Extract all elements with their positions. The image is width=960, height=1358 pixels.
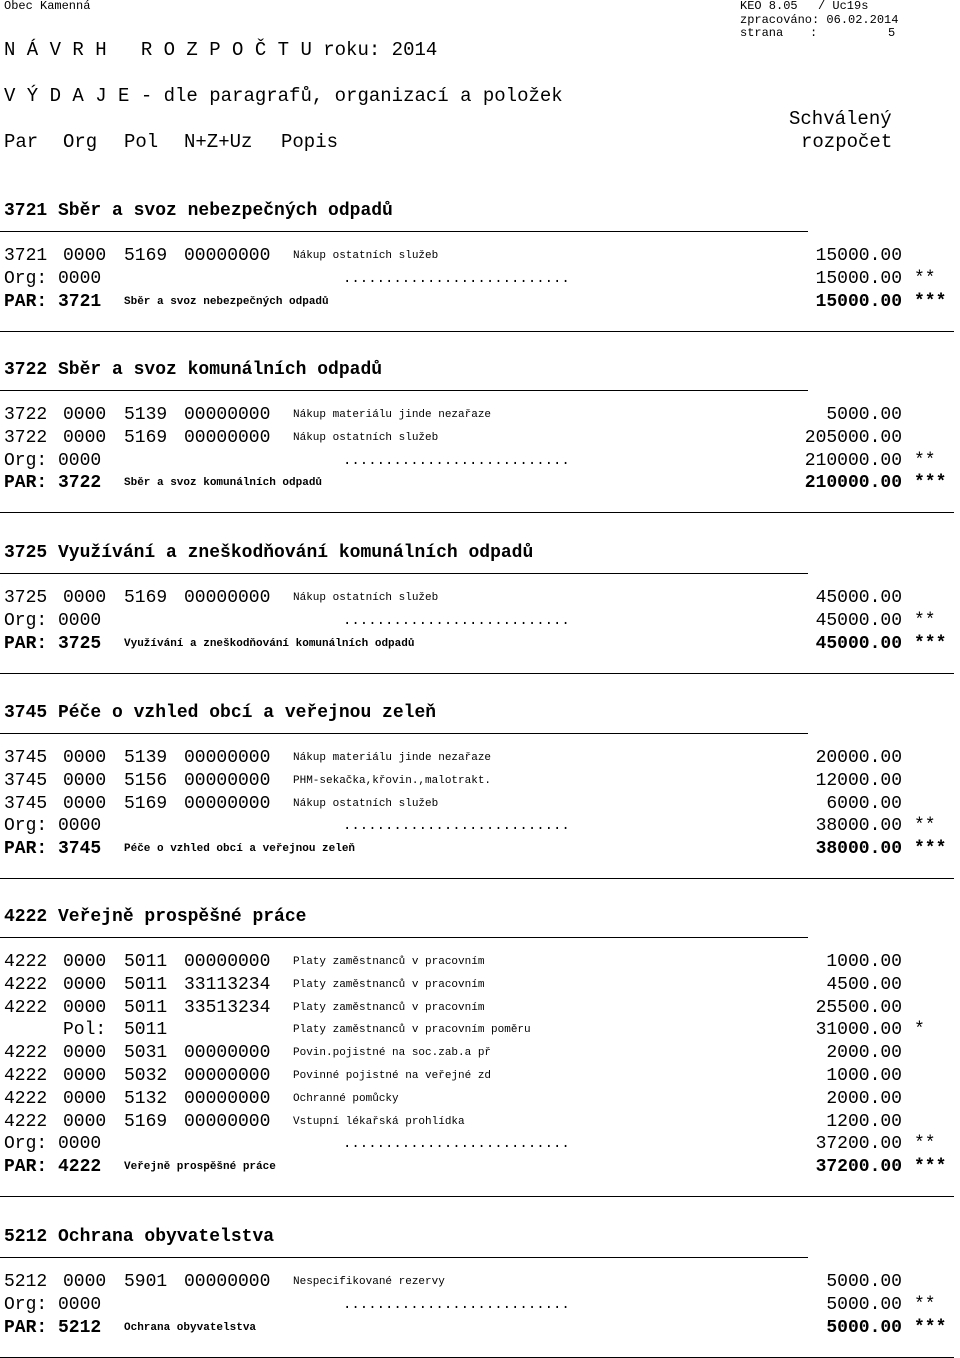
cell-par: 3745 [4, 748, 48, 768]
cell-nzuz: 00000000 [184, 770, 271, 791]
page-number: 5 [888, 26, 896, 40]
municipality-name: Obec Kamenná [4, 0, 91, 13]
par-total-stars: *** [914, 1157, 947, 1178]
column-org: Org [63, 131, 98, 153]
cell-description: Platy zaměstnanců v pracovním [293, 956, 485, 968]
program-version: KEO 8.05 [740, 0, 798, 13]
report-title: N Á V R H R O Z P O Č T U roku: 2014 [4, 39, 438, 61]
cell-org: 0000 [63, 952, 107, 972]
cell-par: 3721 [4, 246, 48, 266]
cell-org: 0000 [63, 793, 107, 814]
cell-amount: 4500.00 [826, 974, 902, 995]
par-total-description: Péče o vzhled obcí a veřejnou zeleň [124, 843, 356, 856]
org-total-row [0, 815, 960, 837]
org-total-row [0, 610, 960, 632]
org-total-label: Org: 0000 [4, 450, 102, 471]
cell-pol: 5139 [124, 405, 168, 425]
cell-nzuz: 00000000 [184, 246, 271, 266]
par-total-row [0, 291, 960, 313]
cell-pol: 5169 [124, 588, 168, 608]
table-row [0, 1271, 960, 1293]
cell-nzuz: 00000000 [184, 427, 271, 448]
cell-org: 0000 [63, 1088, 107, 1109]
cell-description: Nákup ostatních služeb [293, 592, 439, 604]
cell-amount: 20000.00 [815, 748, 902, 768]
table-row [0, 1019, 960, 1041]
cell-par: 3725 [4, 588, 48, 608]
cell-org: 0000 [63, 427, 107, 448]
par-total-row [0, 1317, 960, 1339]
par-total-amount: 38000.00 [815, 839, 902, 860]
section-underline [0, 937, 808, 938]
section-title: 3725 Využívání a zneškodňování komunálních odpadů [4, 543, 534, 563]
cell-par: 3745 [4, 770, 48, 791]
section-title: 3722 Sběr a svoz komunálních odpadů [4, 360, 383, 380]
cell-par: 4222 [4, 1043, 48, 1064]
cell-description: Vstupní lékařská prohlídka [293, 1115, 465, 1128]
cell-amount: 5000.00 [826, 405, 902, 425]
section-end-rule [0, 1357, 954, 1358]
par-total-stars: *** [914, 633, 947, 654]
approved-budget-heading-2: rozpočet [801, 131, 893, 153]
column-popis: Popis [281, 131, 339, 153]
par-total-label: PAR: 3725 [4, 633, 102, 654]
cell-pol: 5169 [124, 793, 168, 814]
cell-amount: 1000.00 [826, 1066, 902, 1086]
column-par: Par [4, 131, 39, 153]
par-total-description: Sběr a svoz nebezpečných odpadů [124, 295, 329, 308]
cell-description: Nákup materiálu jinde nezařaze [293, 752, 492, 764]
par-total-description: Ochrana obyvatelstva [124, 1321, 257, 1334]
cell-org: 0000 [63, 405, 107, 425]
cell-par: 4222 [4, 1088, 48, 1109]
cell-org: 0000 [63, 997, 107, 1018]
par-total-row [0, 1156, 960, 1178]
par-total-stars: *** [914, 1317, 947, 1338]
cell-org: 0000 [63, 748, 107, 768]
cell-pol: 5169 [124, 1111, 168, 1132]
cell-amount: 31000.00 [815, 1020, 902, 1041]
table-row [0, 1065, 960, 1087]
cell-description: Platy zaměstnanců v pracovním [293, 978, 485, 991]
org-total-amount: 45000.00 [815, 610, 902, 631]
cell-par: 4222 [4, 952, 48, 972]
cell-description: Nákup ostatních služeb [293, 797, 439, 810]
par-total-label: PAR: 5212 [4, 1317, 102, 1338]
cell-pol: 5169 [124, 427, 168, 448]
column-nzuz: N+Z+Uz [184, 131, 253, 153]
cell-amount: 25500.00 [815, 997, 902, 1018]
org-total-label: Org: 0000 [4, 268, 102, 289]
column-pol: Pol [124, 131, 159, 153]
org-total-stars: ** [914, 816, 936, 837]
table-row [0, 245, 960, 267]
org-total-leader: ........................... [343, 452, 570, 469]
cell-par: 4222 [4, 1111, 48, 1132]
cell-par: 4222 [4, 974, 48, 995]
org-total-row [0, 1133, 960, 1155]
cell-description: Povinné pojistné na veřejné zd [293, 1070, 492, 1082]
cell-amount: 6000.00 [826, 793, 902, 814]
par-total-amount: 45000.00 [815, 633, 902, 654]
cell-org: 0000 [63, 1111, 107, 1132]
cell-amount: 1000.00 [826, 952, 902, 972]
cell-amount: 2000.00 [826, 1043, 902, 1064]
report-subtitle: V Ý D A J E - dle paragrafů, organizací a položek [4, 85, 563, 107]
org-total-leader: ........................... [343, 612, 570, 629]
section-end-rule [0, 878, 954, 879]
org-total-amount: 37200.00 [815, 1134, 902, 1155]
cell-description: Nespecifikované rezervy [293, 1276, 445, 1288]
cell-pol: 5032 [124, 1066, 168, 1086]
cell-par: 3722 [4, 405, 48, 425]
par-total-row [0, 838, 960, 860]
table-row [0, 427, 960, 449]
table-row [0, 793, 960, 815]
cell-nzuz: 00000000 [184, 1066, 271, 1086]
table-row [0, 404, 960, 426]
table-row [0, 587, 960, 609]
cell-nzuz: 33513234 [184, 997, 271, 1018]
cell-par: 3745 [4, 793, 48, 814]
org-total-label: Org: 0000 [4, 1294, 102, 1315]
section-underline [0, 733, 808, 734]
cell-amount: 205000.00 [804, 427, 902, 448]
org-total-stars: ** [914, 610, 936, 631]
par-total-stars: *** [914, 839, 947, 860]
par-total-description: Sběr a svoz komunálních odpadů [124, 477, 323, 490]
org-total-leader: ........................... [343, 1136, 570, 1153]
table-row [0, 951, 960, 973]
org-total-label: Org: 0000 [4, 1134, 102, 1155]
report-code: / Uc19s [818, 0, 869, 13]
cell-pol: 5901 [124, 1272, 168, 1292]
cell-pol: 5132 [124, 1088, 168, 1109]
cell-org: 0000 [63, 770, 107, 791]
table-row [0, 1042, 960, 1064]
par-total-amount: 15000.00 [815, 291, 902, 312]
table-row [0, 770, 960, 792]
cell-pol: 5139 [124, 748, 168, 768]
par-total-description: Veřejně prospěšné práce [124, 1161, 276, 1174]
section-title: 3721 Sběr a svoz nebezpečných odpadů [4, 201, 393, 221]
page-separator: : [810, 26, 818, 40]
org-total-leader: ........................... [343, 270, 570, 287]
section-end-rule [0, 331, 954, 332]
cell-nzuz: 00000000 [184, 1272, 271, 1292]
par-total-label: PAR: 3745 [4, 839, 102, 860]
cell-description: Nákup materiálu jinde nezařaze [293, 409, 492, 421]
cell-org: 0000 [63, 588, 107, 608]
cell-description: PHM-sekačka,křovin.,malotrakt. [293, 774, 492, 787]
cell-pol: 5011 [124, 997, 168, 1018]
cell-description: Povin.pojistné na soc.zab.a př [293, 1047, 492, 1060]
org-total-stars: ** [914, 1134, 936, 1155]
cell-amount: 45000.00 [815, 588, 902, 608]
cell-amount: 2000.00 [826, 1088, 902, 1109]
section-end-rule [0, 512, 954, 513]
cell-nzuz: 00000000 [184, 1111, 271, 1132]
org-total-label: Org: 0000 [4, 610, 102, 631]
cell-description: Platy zaměstnanců v pracovním poměru [293, 1024, 531, 1037]
org-total-amount: 38000.00 [815, 816, 902, 837]
org-total-amount: 15000.00 [815, 268, 902, 289]
section-underline [0, 573, 808, 574]
org-total-stars: ** [914, 1294, 936, 1315]
cell-nzuz: 00000000 [184, 952, 271, 972]
org-total-leader: ........................... [343, 1296, 570, 1313]
cell-par: 3722 [4, 427, 48, 448]
org-total-amount: 210000.00 [804, 450, 902, 471]
par-total-stars: *** [914, 291, 947, 312]
par-total-amount: 37200.00 [815, 1157, 902, 1178]
par-total-label: PAR: 3721 [4, 291, 102, 312]
cell-org: 0000 [63, 1066, 107, 1086]
subtotal-stars: * [914, 1020, 925, 1041]
cell-pol: 5169 [124, 246, 168, 266]
cell-org: 0000 [63, 1272, 107, 1292]
par-total-row [0, 472, 960, 494]
section-underline [0, 231, 808, 232]
page-label: strana [740, 26, 784, 40]
par-total-amount: 5000.00 [826, 1317, 902, 1338]
approved-budget-heading-1: Schválený [789, 108, 892, 130]
org-total-row [0, 450, 960, 472]
org-total-stars: ** [914, 450, 936, 471]
cell-org: 0000 [63, 246, 107, 266]
section-title: 5212 Ochrana obyvatelstva [4, 1227, 275, 1247]
section-title: 3745 Péče o vzhled obcí a veřejnou zeleň [4, 703, 437, 723]
table-row [0, 1111, 960, 1133]
processed-date: zpracováno: 06.02.2014 [740, 13, 899, 27]
par-total-label: PAR: 3722 [4, 473, 102, 494]
cell-amount: 15000.00 [815, 246, 902, 266]
section-end-rule [0, 1196, 954, 1197]
cell-description: Nákup ostatních služeb [293, 431, 439, 444]
cell-par: 4222 [4, 997, 48, 1018]
cell-nzuz: 00000000 [184, 1043, 271, 1064]
org-total-label: Org: 0000 [4, 816, 102, 837]
cell-pol: 5031 [124, 1043, 168, 1064]
cell-amount: 12000.00 [815, 770, 902, 791]
org-total-row [0, 268, 960, 290]
section-end-rule [0, 673, 954, 674]
par-total-stars: *** [914, 473, 947, 494]
cell-nzuz: 33113234 [184, 974, 271, 995]
cell-nzuz: 00000000 [184, 748, 271, 768]
par-total-label: PAR: 4222 [4, 1157, 102, 1178]
pol-subtotal-label: Pol: [63, 1020, 107, 1041]
cell-amount: 1200.00 [826, 1111, 902, 1132]
par-total-amount: 210000.00 [804, 473, 902, 494]
cell-pol: 5156 [124, 770, 168, 791]
cell-pol: 5011 [124, 974, 168, 995]
cell-description: Nákup ostatních služeb [293, 250, 439, 262]
cell-nzuz: 00000000 [184, 1088, 271, 1109]
table-row [0, 974, 960, 996]
section-underline [0, 1257, 808, 1258]
par-total-description: Využívání a zneškodňování komunálních odpadů [124, 637, 415, 650]
cell-description: Ochranné pomůcky [293, 1092, 399, 1105]
par-total-row [0, 633, 960, 655]
cell-org: 0000 [63, 1043, 107, 1064]
cell-pol: 5011 [124, 1020, 168, 1041]
cell-nzuz: 00000000 [184, 793, 271, 814]
cell-description: Platy zaměstnanců v pracovním [293, 1001, 485, 1014]
cell-par: 4222 [4, 1066, 48, 1086]
table-row [0, 747, 960, 769]
org-total-row [0, 1294, 960, 1316]
org-total-leader: ........................... [343, 818, 570, 835]
section-title: 4222 Veřejně prospěšné práce [4, 907, 307, 927]
cell-pol: 5011 [124, 952, 168, 972]
org-total-stars: ** [914, 268, 936, 289]
cell-par: 5212 [4, 1272, 48, 1292]
cell-nzuz: 00000000 [184, 588, 271, 608]
cell-org: 0000 [63, 974, 107, 995]
cell-nzuz: 00000000 [184, 405, 271, 425]
section-underline [0, 390, 808, 391]
table-row [0, 1088, 960, 1110]
table-row [0, 997, 960, 1019]
org-total-amount: 5000.00 [826, 1294, 902, 1315]
cell-amount: 5000.00 [826, 1272, 902, 1292]
